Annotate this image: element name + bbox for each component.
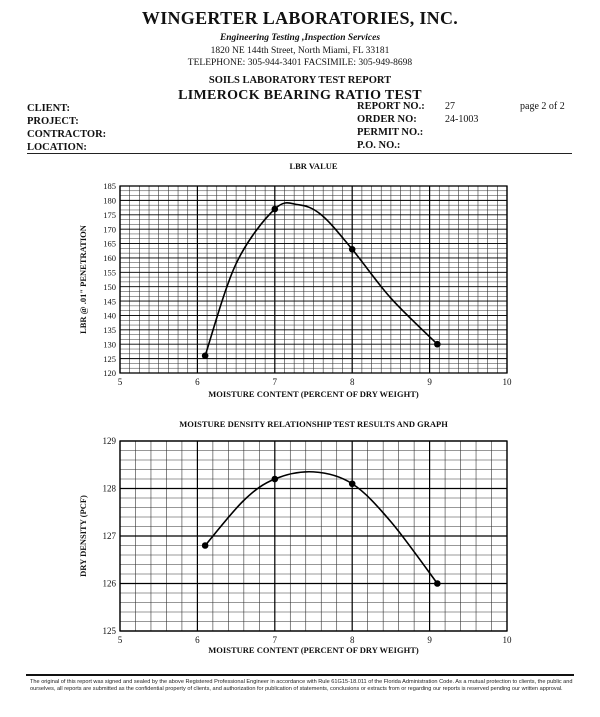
company-name: WINGERTER LABORATORIES, INC. (141, 8, 459, 28)
report-no-label: REPORT NO.: (357, 101, 425, 112)
lbr-x-tick-label: 10 (502, 377, 512, 387)
lbr-y-tick-label: 165 (103, 238, 116, 249)
lbr-y-tick-label: 185 (103, 181, 116, 192)
density-x-tick-label: 7 (272, 635, 278, 645)
density-y-tick-label: 129 (102, 436, 116, 447)
density-x-tick-label: 6 (195, 635, 200, 645)
lbr-x-tick-label: 7 (272, 377, 278, 387)
density-data-point (349, 480, 356, 487)
lbr-data-point (349, 246, 356, 253)
header-underline (27, 153, 572, 154)
company-address: 1820 NE 144th Street, North Miami, FL 33181 (210, 46, 390, 56)
lbr-y-tick-label: 145 (103, 296, 116, 307)
lbr-data-point (434, 341, 441, 348)
density-y-tick-label: 125 (102, 626, 116, 637)
density-y-tick-label: 128 (102, 483, 116, 494)
lbr-x-tick-label: 5 (117, 377, 123, 387)
lbr-y-tick-label: 160 (103, 253, 116, 264)
lbr-y-axis-label: LBR @ .01" PENETRATION (78, 225, 88, 334)
order-no-value: 24-1003 (445, 114, 479, 125)
lbr-data-point (202, 352, 209, 359)
footer-disclaimer: The original of this report was signed and sealed by the above Registered Professional Engineer in accordance with Rule 61G15-18.011 of the Florida Administration Code. As a mutual protection to clients, the public and ourselves, all reports are submitted as the confidential property of clients, and authorization for publication of statements, conclusions or extracts from or regarding our reports is reserved pending our written approval. (30, 679, 573, 692)
permit-no-label: PERMIT NO.: (357, 127, 424, 138)
density-x-tick-label: 9 (427, 635, 432, 645)
lbr-x-tick-label: 6 (195, 377, 200, 387)
density-y-tick-label: 127 (102, 531, 116, 542)
lbr-y-tick-label: 150 (103, 281, 116, 292)
lbr-y-tick-label: 155 (103, 267, 116, 278)
density-data-point (272, 476, 279, 483)
contractor-label: CONTRACTOR: (27, 129, 107, 140)
page-number: page 2 of 2 (520, 101, 565, 112)
density-data-point (434, 580, 441, 587)
density-x-tick-label: 8 (349, 635, 355, 645)
lbr-x-tick-label: 8 (349, 377, 355, 387)
report-title: LIMEROCK BEARING RATIO TEST (178, 88, 422, 103)
lbr-y-tick-label: 140 (103, 310, 116, 321)
po-no-label: P.O. NO.: (357, 140, 401, 151)
lbr-y-tick-label: 170 (103, 224, 116, 235)
company-tagline: Engineering Testing ,Inspection Services (219, 33, 381, 43)
density-chart-xlabel: MOISTURE CONTENT (PERCENT OF DRY WEIGHT) (208, 645, 419, 655)
lbr-chart-xlabel: MOISTURE CONTENT (PERCENT OF DRY WEIGHT) (208, 389, 419, 399)
report-type: SOILS LABORATORY TEST REPORT (208, 75, 392, 86)
order-no-label: ORDER NO: (357, 114, 417, 125)
client-label: CLIENT: (27, 103, 70, 114)
density-data-point (202, 542, 209, 549)
lbr-y-tick-label: 125 (103, 353, 116, 364)
report-no-value: 27 (445, 101, 455, 112)
lbr-x-tick-label: 9 (427, 377, 432, 387)
lbr-chart (0, 172, 600, 402)
lbr-y-tick-label: 175 (103, 209, 116, 220)
density-y-tick-label: 126 (102, 578, 116, 589)
lbr-chart-title: LBR VALUE (289, 161, 338, 171)
density-chart-title: MOISTURE DENSITY RELATIONSHIP TEST RESULTS AND GRAPH (179, 419, 448, 429)
lbr-y-tick-label: 120 (103, 368, 116, 379)
lbr-data-point (272, 206, 279, 213)
density-y-axis-label: DRY DENSITY (PCF) (78, 495, 88, 577)
company-phone: TELEPHONE: 305-944-3401 FACSIMILE: 305-949-8698 (187, 58, 413, 68)
lbr-y-tick-label: 130 (103, 339, 116, 350)
lbr-y-tick-label: 180 (103, 195, 116, 206)
location-label: LOCATION: (27, 142, 87, 153)
project-label: PROJECT: (27, 116, 79, 127)
density-x-tick-label: 5 (117, 635, 123, 645)
density-x-tick-label: 10 (502, 635, 512, 645)
lbr-y-tick-label: 135 (103, 325, 116, 336)
footer-rule (26, 674, 574, 676)
density-chart (0, 430, 600, 652)
